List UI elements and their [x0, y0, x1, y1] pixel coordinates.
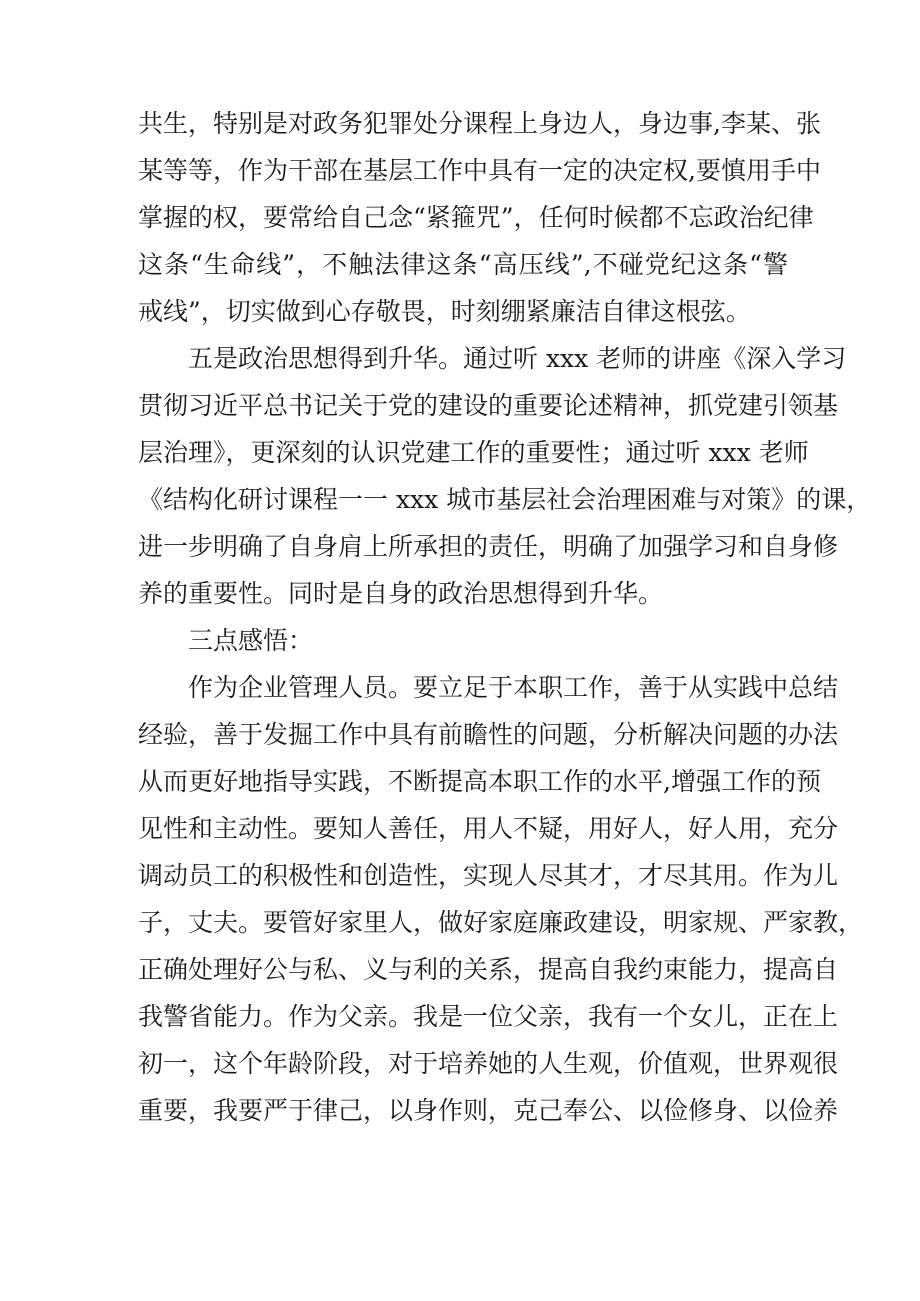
text-line: 戒线”，切实做到心存敬畏，时刻绷紧廉洁自律这根弦。	[138, 297, 751, 326]
text-line: 正确处理好公与私、义与利的关系，提高自我约束能力，提高自	[138, 955, 839, 984]
text-line: 进一步明确了自身肩上所承担的责任，明确了加强学习和自身修	[138, 532, 839, 561]
paragraph-2	[138, 335, 872, 617]
text-line: 共生，特别是对政务犯罪处分课程上身边人，身边事,李某、张	[138, 109, 821, 138]
text-line: 作为企业管理人员。要立足于本职工作，善于从实践中总结	[188, 673, 839, 702]
paragraph-4	[138, 664, 864, 1134]
text-line: 我警省能力。作为父亲。我是一位父亲，我有一个女儿，正在上	[138, 1002, 839, 1031]
section-heading: 三点感悟：	[188, 626, 314, 655]
text-line: 贯彻习近平总书记关于党的建设的重要论述精神，抓党建引领基	[138, 391, 839, 420]
text-line: 见性和主动性。要知人善任，用人不疑，用好人，好人用，充分	[138, 814, 839, 843]
text-line: 某等等，作为干部在基层工作中具有一定的决定权,要慎用手中	[138, 156, 821, 185]
text-line: 层治理》，更深刻的认识党建工作的重要性；通过听 xxx 老师	[138, 438, 809, 467]
document-body	[138, 100, 872, 1134]
text-line: 子，丈夫。要管好家里人，做好家庭廉政建设，明家规、严家教，	[138, 908, 864, 937]
paragraph-3-heading	[138, 617, 788, 664]
paragraph-1	[138, 100, 821, 335]
text-line: 调动员工的积极性和创造性，实现人尽其才，才尽其用。作为儿	[138, 861, 839, 890]
text-line: 掌握的权，要常给自己念“紧箍咒”，任何时候都不忘政治纪律	[138, 203, 814, 232]
text-line: 《结构化研讨课程一一 xxx 城市基层社会治理困难与对策》的课，	[138, 485, 872, 514]
text-line: 这条“生命线”，不触法律这条“高压线”,不碰党纪这条“警	[138, 250, 788, 279]
text-line: 养的重要性。同时是自身的政治思想得到升华。	[138, 579, 664, 608]
text-line: 五是政治思想得到升华。通过听 xxx 老师的讲座《深入学习	[188, 344, 847, 373]
text-line: 初一，这个年龄阶段，对于培养她的人生观，价值观，世界观很	[138, 1049, 839, 1078]
text-line: 重要，我要严于律己，以身作则，克己奉公、以俭修身、以俭养	[138, 1096, 839, 1125]
text-line: 经验，善于发掘工作中具有前瞻性的问题，分析解决问题的办法	[138, 720, 839, 749]
text-line: 从而更好地指导实践，不断提高本职工作的水平,增强工作的预	[138, 767, 821, 796]
